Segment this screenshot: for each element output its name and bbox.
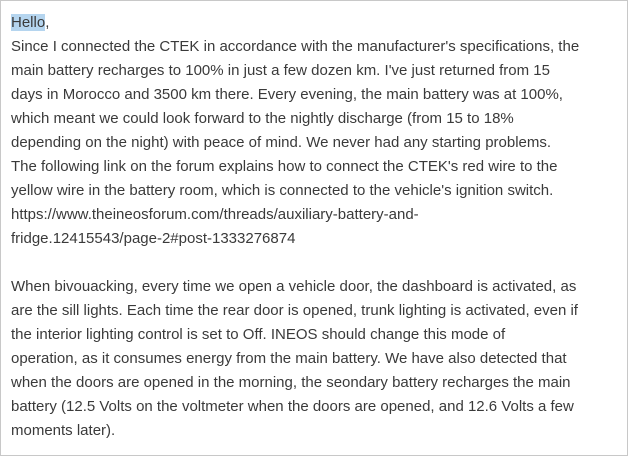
paragraph-line: Since I connected the CTEK in accordance with the manufacturer's specifications, the — [11, 38, 580, 55]
paragraph-line: which meant we could look forward to the nightly discharge (from 15 to 18% — [11, 110, 514, 127]
paragraph-line: battery (12.5 Volts on the voltmeter when the doors are opened, and 12.6 Volts a few — [11, 398, 574, 415]
paragraph-line: depending on the night) with peace of mind. We never had any starting problems. — [11, 134, 552, 151]
paragraph-line: the interior lighting control is set to Off. INEOS should change this mode of — [11, 326, 506, 343]
paragraph-line: days in Morocco and 3500 km there. Every evening, the main battery was at 100%, — [11, 86, 563, 103]
paragraph-1 — [11, 35, 615, 251]
paragraph-line: When bivouacking, every time we open a vehicle door, the dashboard is activated, as — [11, 278, 577, 295]
paragraph-line: The following link on the forum explains how to connect the CTEK's red wire to the — [11, 158, 558, 175]
paragraph-line: main battery recharges to 100% in just a few dozen km. I've just returned from 15 — [11, 62, 550, 79]
forum-link-part-2: fridge.12415543/page-2#post-1333276874 — [11, 230, 296, 247]
paragraph-2 — [11, 275, 615, 443]
paragraph-line: operation, as it consumes energy from the main battery. We have also detected that — [11, 350, 567, 367]
paragraph-line: when the doors are opened in the morning, the seondary battery recharges the main — [11, 374, 571, 391]
greeting-punctuation: , — [45, 14, 50, 31]
paragraph-line: are the sill lights. Each time the rear door is opened, trunk lighting is activated, even if — [11, 302, 578, 319]
forum-link-part-1: https://www.theineosforum.com/threads/auxiliary-battery-and- — [11, 206, 419, 223]
selected-text[interactable]: Hello — [11, 14, 46, 31]
paragraph-line: yellow wire in the battery room, which is connected to the vehicle's ignition switch. — [11, 182, 554, 199]
greeting-line — [11, 11, 615, 35]
paragraph-line: moments later). — [11, 422, 116, 439]
blank-line — [11, 251, 615, 275]
